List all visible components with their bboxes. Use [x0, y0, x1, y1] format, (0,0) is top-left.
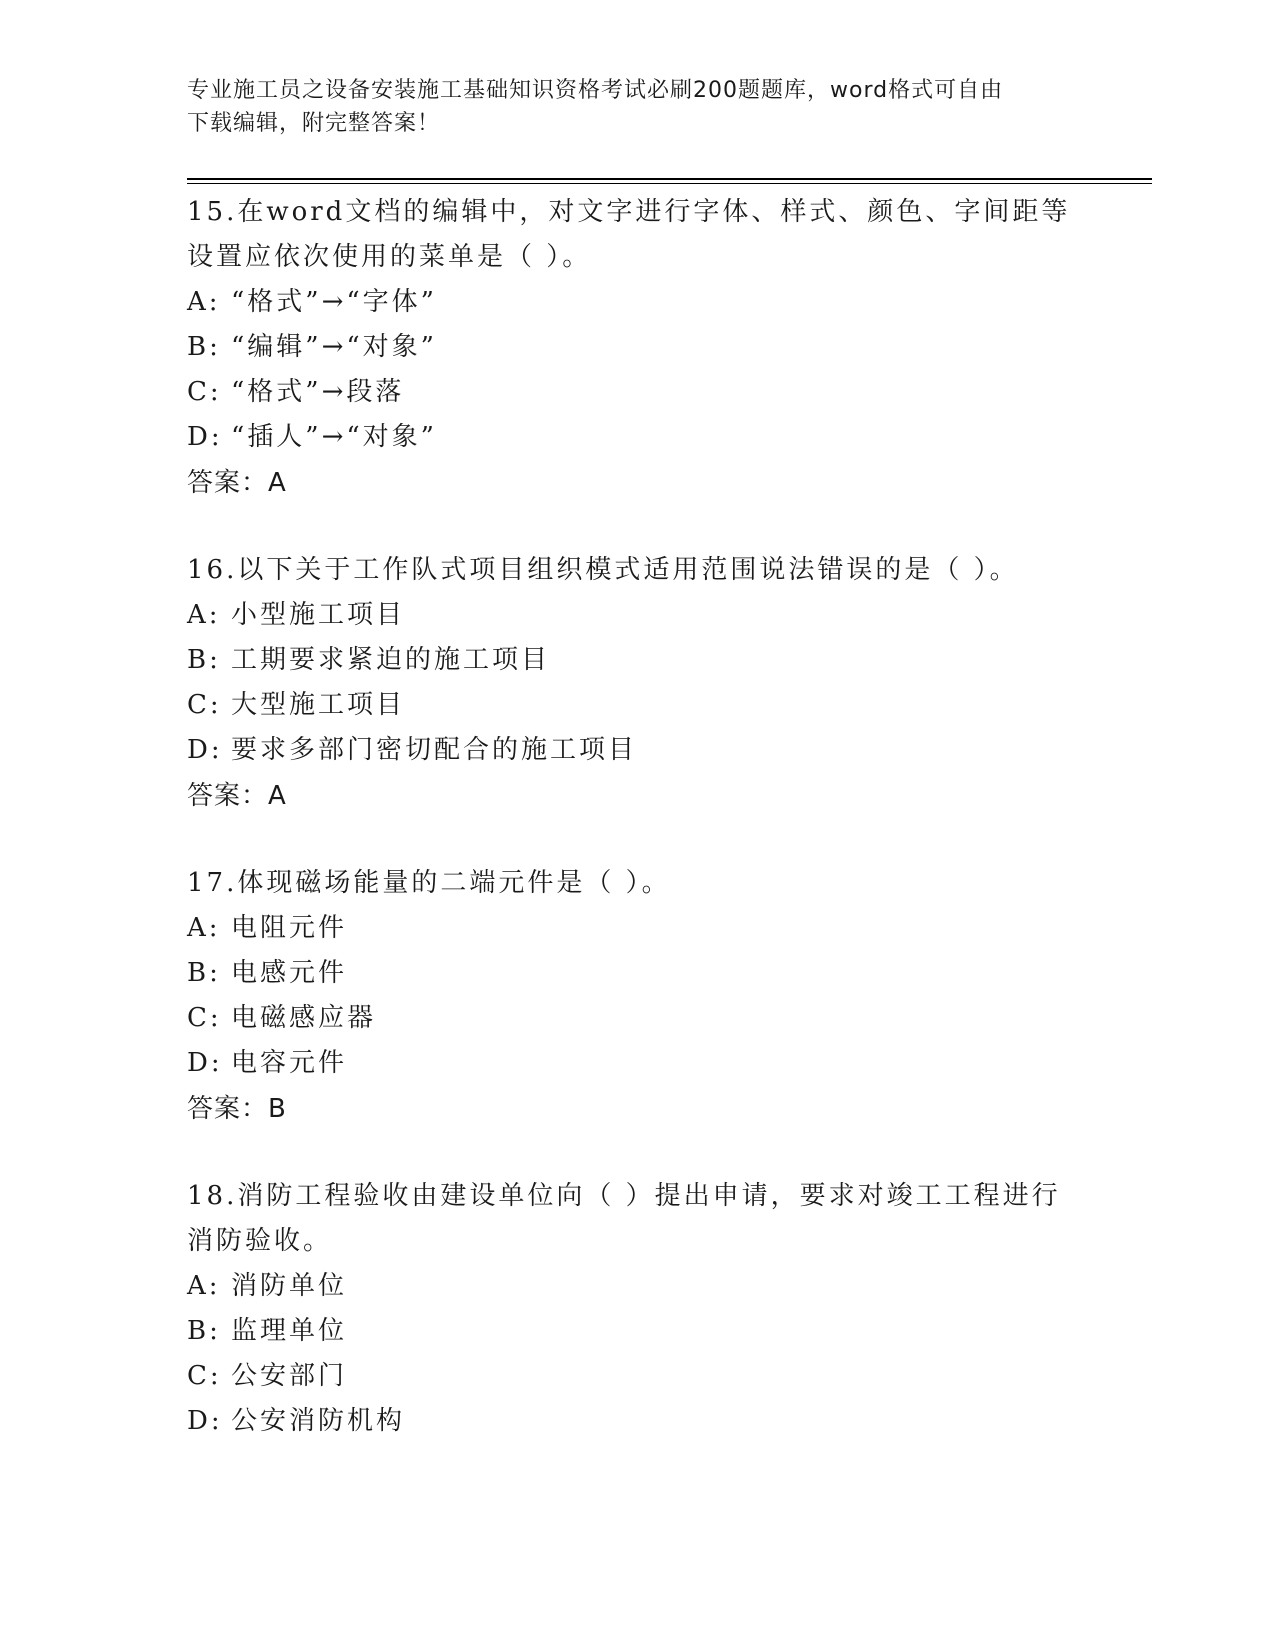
option-text: “格式”→“字体”: [231, 287, 437, 317]
header-rule-thick: [187, 178, 1152, 180]
option-b: [187, 325, 1087, 370]
option-letter: D:: [187, 422, 223, 452]
option-text: 公安消防机构: [231, 1406, 406, 1436]
option-a: [187, 593, 1087, 638]
header-line-2: 下载编辑，附完整答案！: [187, 111, 441, 136]
option-text: 大型施工项目: [231, 690, 406, 720]
option-a: [187, 1264, 1087, 1309]
option-letter: B:: [187, 958, 221, 988]
option-letter: A:: [187, 913, 221, 943]
answer-label: 答案：: [187, 781, 269, 811]
option-c: [187, 683, 1087, 728]
document-header: [187, 74, 1087, 140]
answer-line: [187, 773, 1087, 819]
question-list: [187, 190, 1087, 1444]
option-b: [187, 1309, 1087, 1354]
option-text: “插人”→“对象”: [231, 422, 437, 452]
option-letter: B:: [187, 645, 221, 675]
answer-value: A: [268, 468, 287, 498]
option-text: 监理单位: [231, 1316, 348, 1346]
option-letter: C:: [187, 1361, 222, 1391]
header-line-1: 专业施工员之设备安装施工基础知识资格考试必刷200题题库，word格式可自由: [187, 78, 1004, 103]
answer-line: [187, 1086, 1087, 1132]
option-text: 电磁感应器: [231, 1003, 377, 1033]
question-stem-line-1: 16.以下关于工作队式项目组织模式适用范围说法错误的是（ ）。: [187, 555, 1019, 585]
question-stem: [187, 548, 1087, 593]
option-text: 公安部门: [231, 1361, 348, 1391]
option-text: 小型施工项目: [231, 600, 406, 630]
question-stem-line-2: 设置应依次使用的菜单是（ ）。: [187, 242, 592, 272]
option-letter: B:: [187, 1316, 221, 1346]
option-d: [187, 415, 1087, 460]
question-18: [187, 1174, 1087, 1444]
answer-label: 答案：: [187, 468, 269, 498]
option-letter: B:: [187, 332, 221, 362]
option-letter: A:: [187, 1271, 221, 1301]
option-text: 电阻元件: [231, 913, 348, 943]
option-text: “格式”→段落: [231, 377, 405, 407]
option-a: [187, 280, 1087, 325]
option-a: [187, 906, 1087, 951]
option-letter: D:: [187, 1406, 223, 1436]
option-c: [187, 370, 1087, 415]
option-b: [187, 638, 1087, 683]
option-d: [187, 1399, 1087, 1444]
option-letter: A:: [187, 600, 221, 630]
question-15: [187, 190, 1087, 506]
option-text: 电容元件: [231, 1048, 348, 1078]
answer-line: [187, 460, 1087, 506]
option-letter: C:: [187, 377, 222, 407]
option-letter: A:: [187, 287, 221, 317]
option-b: [187, 951, 1087, 996]
option-text: 要求多部门密切配合的施工项目: [231, 735, 638, 765]
answer-label: 答案：: [187, 1094, 269, 1124]
question-stem-line-1: 18.消防工程验收由建设单位向（ ）提出申请，要求对竣工工程进行: [187, 1181, 1061, 1211]
option-text: 工期要求紧迫的施工项目: [231, 645, 551, 675]
question-stem: [187, 190, 1087, 280]
answer-value: A: [268, 781, 287, 811]
question-stem-line-1: 15.在word文档的编辑中，对文字进行字体、样式、颜色、字间距等: [187, 197, 1071, 227]
option-letter: C:: [187, 1003, 222, 1033]
option-letter: C:: [187, 690, 222, 720]
option-text: “编辑”→“对象”: [231, 332, 437, 362]
option-d: [187, 1041, 1087, 1086]
question-stem: [187, 1174, 1087, 1264]
answer-value: B: [268, 1094, 287, 1124]
option-letter: D:: [187, 735, 223, 765]
question-17: [187, 861, 1087, 1132]
question-stem-line-2: 消防验收。: [187, 1226, 333, 1256]
option-c: [187, 1354, 1087, 1399]
option-c: [187, 996, 1087, 1041]
option-text: 电感元件: [231, 958, 348, 988]
option-text: 消防单位: [231, 1271, 348, 1301]
question-stem-line-1: 17.体现磁场能量的二端元件是（ ）。: [187, 868, 671, 898]
option-d: [187, 728, 1087, 773]
option-letter: D:: [187, 1048, 223, 1078]
header-rule-thin: [187, 183, 1152, 184]
question-16: [187, 548, 1087, 819]
question-stem: [187, 861, 1087, 906]
